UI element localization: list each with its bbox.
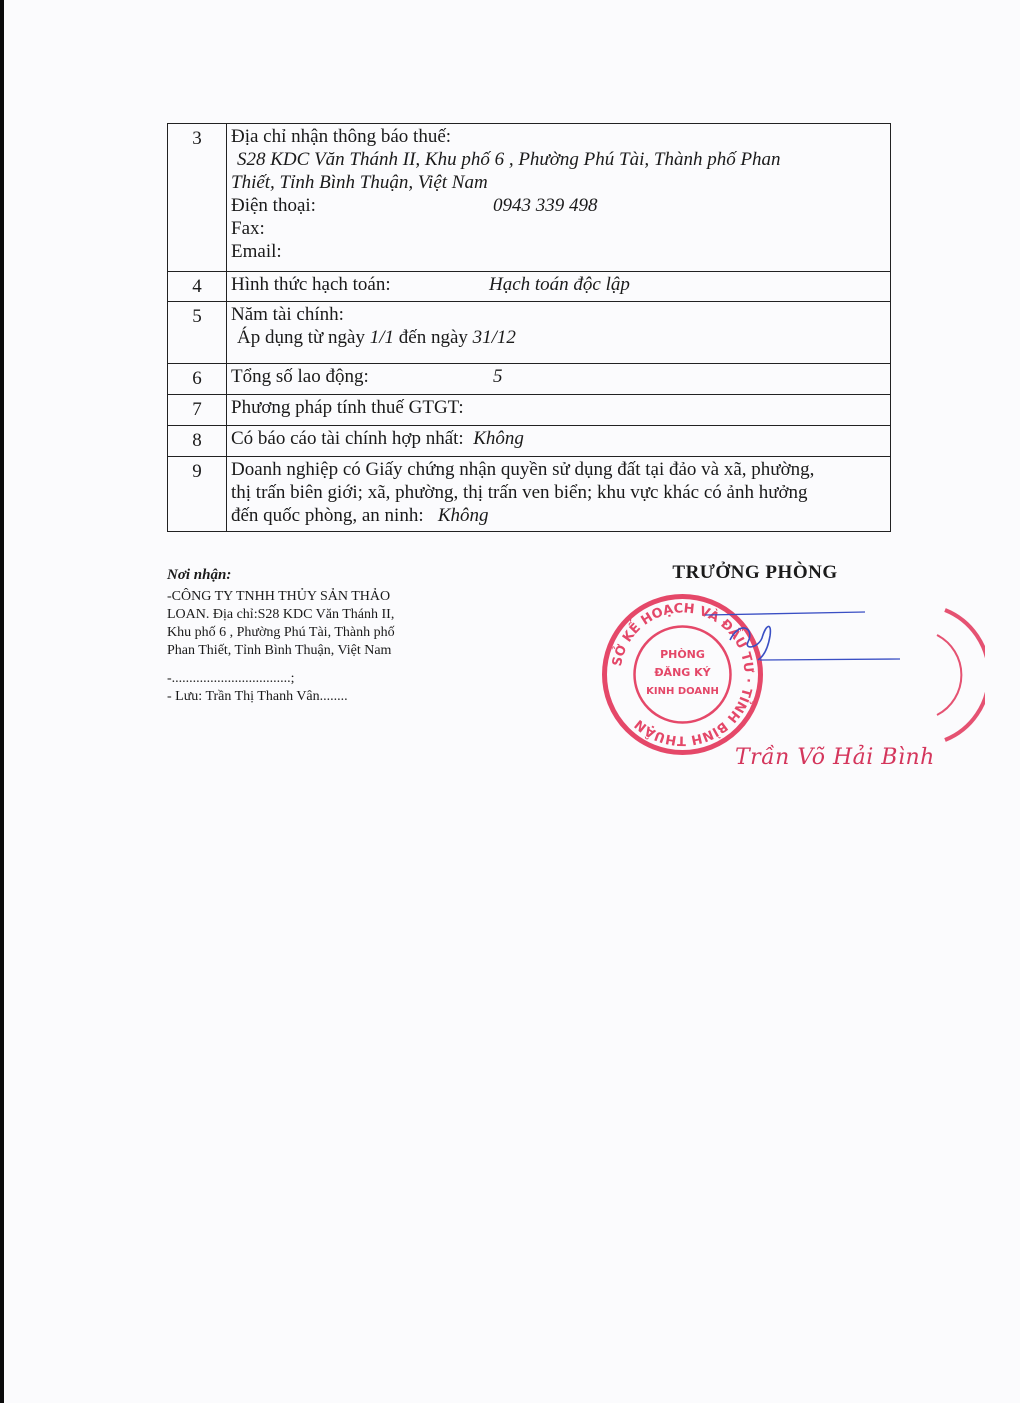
receivers-title: Nơi nhận: bbox=[167, 567, 232, 583]
receiver-line: Khu phố 6 , Phường Phú Tài, Thành phố bbox=[167, 625, 395, 640]
email-label: Email: bbox=[231, 241, 282, 262]
to-date: 31/12 bbox=[472, 327, 516, 348]
detail-prefix: Áp dụng từ ngày bbox=[237, 327, 370, 348]
receiver-line: -CÔNG TY TNHH THỦY SẢN THẢO bbox=[167, 589, 391, 604]
row-label: Có báo cáo tài chính hợp nhất: bbox=[231, 428, 464, 449]
fiscal-year-detail bbox=[231, 326, 886, 349]
table-row bbox=[168, 124, 891, 272]
row-number: 9 bbox=[168, 457, 227, 532]
scan-edge bbox=[0, 0, 4, 1403]
table-row bbox=[168, 302, 891, 364]
receiver-line: Phan Thiết, Tỉnh Bình Thuận, Việt Nam bbox=[167, 643, 392, 658]
row-number: 6 bbox=[168, 364, 227, 395]
row-content bbox=[227, 457, 891, 532]
row-content bbox=[227, 395, 891, 426]
receiver-line: - Lưu: Trần Thị Thanh Vân........ bbox=[167, 689, 348, 704]
row-text-line: Doanh nghiệp có Giấy chứng nhận quyền sử dụng đất tại đảo và xã, phường, bbox=[231, 459, 815, 480]
signer-name: Trần Võ Hải Bình bbox=[735, 745, 935, 770]
overlap-stamp-fragment bbox=[925, 600, 985, 750]
table-row bbox=[168, 364, 891, 395]
stamp-center-line: PHÒNG bbox=[660, 648, 705, 661]
row-value: 5 bbox=[493, 366, 503, 387]
row-content bbox=[227, 302, 891, 364]
row-content bbox=[227, 124, 891, 272]
row-content bbox=[227, 426, 891, 457]
row-value: Không bbox=[437, 505, 489, 526]
row-number: 5 bbox=[168, 302, 227, 364]
table-row bbox=[168, 272, 891, 302]
signature-scribble bbox=[700, 600, 910, 680]
row-value: Không bbox=[473, 428, 524, 449]
phone-label: Điện thoại: bbox=[231, 195, 316, 216]
phone-row bbox=[231, 194, 886, 217]
row-label: Tổng số lao động: bbox=[231, 366, 369, 387]
receivers-block bbox=[167, 566, 457, 706]
table-row bbox=[168, 395, 891, 426]
row-number: 4 bbox=[168, 272, 227, 302]
fax-label: Fax: bbox=[231, 218, 265, 239]
phone-value: 0943 339 498 bbox=[493, 195, 598, 216]
info-table bbox=[167, 123, 891, 532]
table-row bbox=[168, 457, 891, 532]
from-date: 1/1 bbox=[369, 327, 395, 348]
row-content bbox=[227, 272, 891, 302]
signer-title: TRƯỞNG PHÒNG bbox=[672, 562, 838, 583]
row-text-line: thị trấn biên giới; xã, phường, thị trấn ven biển; khu vực khác có ảnh hưởng bbox=[231, 482, 808, 503]
row-number: 8 bbox=[168, 426, 227, 457]
row-label: Phương pháp tính thuế GTGT: bbox=[231, 397, 464, 418]
stamp-ring-text: SỞ KẾ HOẠCH VÀ ĐẦU TƯ · TỈNH BÌNH THUẬN bbox=[610, 601, 756, 748]
row-number: 3 bbox=[168, 124, 227, 272]
row-label: đến quốc phòng, an ninh: bbox=[231, 505, 424, 526]
row-label: Năm tài chính: bbox=[231, 304, 344, 325]
receiver-line: LOAN. Địa chỉ:S28 KDC Văn Thánh II, bbox=[167, 607, 395, 622]
row-number: 7 bbox=[168, 395, 227, 426]
table-row bbox=[168, 426, 891, 457]
stamp-center-line: ĐĂNG KÝ bbox=[654, 666, 711, 679]
stamp-center-line: KINH DOANH bbox=[646, 686, 719, 697]
row-label: Hình thức hạch toán: bbox=[231, 274, 391, 295]
row-label: Địa chỉ nhận thông báo thuế: bbox=[231, 126, 452, 147]
row-content bbox=[227, 364, 891, 395]
address-line: S28 KDC Văn Thánh II, Khu phố 6 , Phường Phú Tài, Thành phố Phan bbox=[237, 149, 781, 170]
detail-mid: đến ngày bbox=[394, 327, 473, 348]
row-value: Hạch toán độc lập bbox=[489, 274, 630, 295]
row-text-line bbox=[231, 504, 886, 527]
receiver-line: -..................................; bbox=[167, 671, 295, 686]
address-line: Thiết, Tỉnh Bình Thuận, Việt Nam bbox=[231, 172, 488, 193]
